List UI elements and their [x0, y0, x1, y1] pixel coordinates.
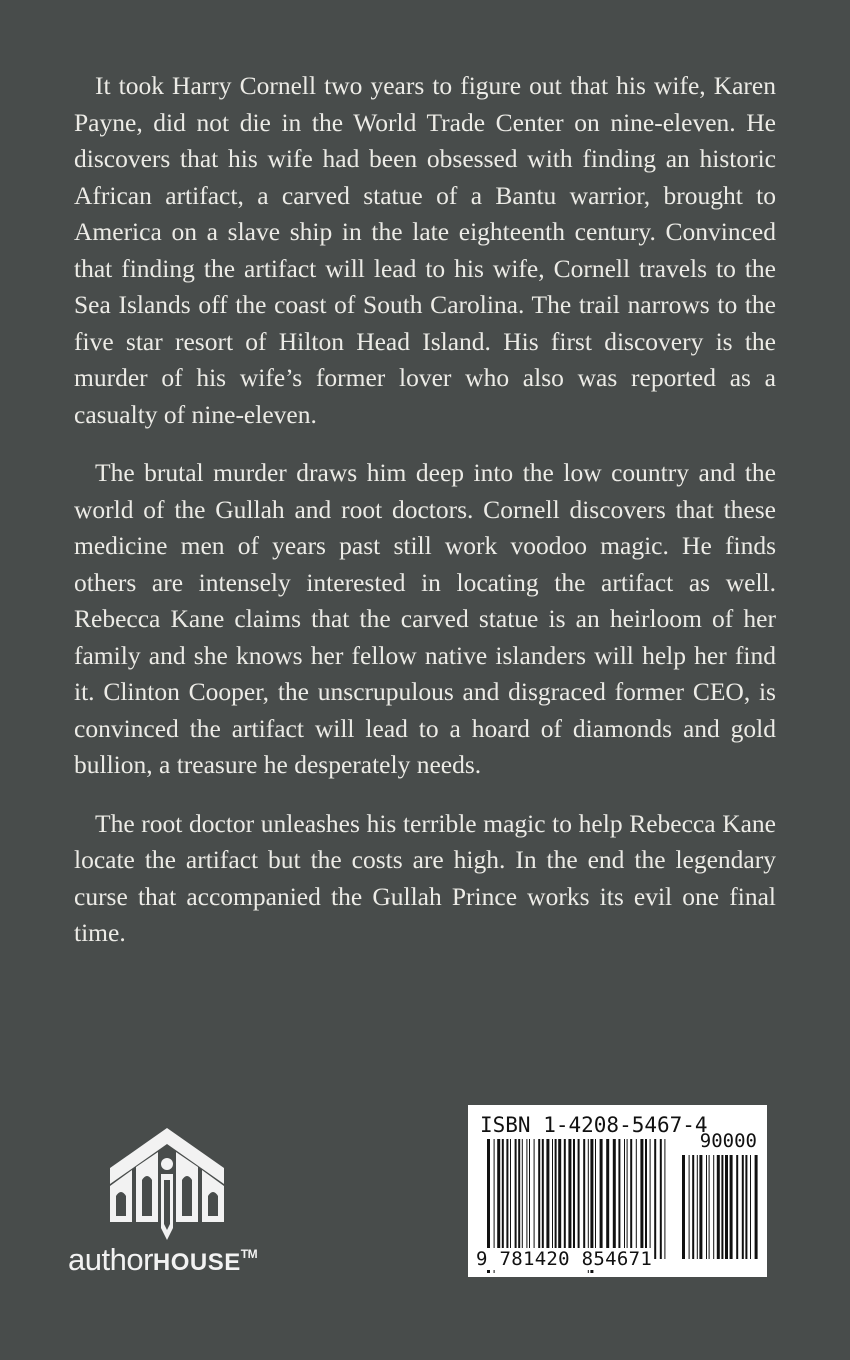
barcode-bar — [725, 1155, 728, 1259]
isbn-barcode — [468, 1105, 767, 1277]
barcode-bar — [627, 1139, 628, 1259]
barcode-bar — [697, 1155, 698, 1259]
barcode-bar — [645, 1139, 647, 1259]
publisher-logo — [68, 1124, 298, 1277]
barcode-bar — [706, 1155, 707, 1259]
barcode-bar — [650, 1139, 651, 1259]
barcode-bar — [699, 1155, 702, 1259]
barcode-bar — [640, 1139, 643, 1259]
ean-number: 9 781420 854671 — [476, 1248, 653, 1270]
barcode-bar — [692, 1155, 694, 1259]
barcode-bar — [595, 1139, 596, 1259]
barcode-bar — [713, 1155, 714, 1259]
description-paragraph-1: It took Harry Cornell two years to figure out that his wife, Karen Payne, did not die in the World Trade Center on nine-eleven. He discovers that his wife had been obsessed with finding an historic African artifact, a carved statue of a Bantu warrior, brought to America on a slave ship in the late eighteenth century. Convinced that finding the artifact will lead to his wife, Cornell travels to the Sea Islands off the coast of South Carolina. The trail narrows to the five star resort of Hilton Head Island. His first discovery is the murder of his wife’s former lover who also was reported as a casualty of nine-eleven. — [74, 71, 776, 429]
barcode-bar — [534, 1139, 535, 1259]
authorhouse-logo-icon — [106, 1124, 228, 1244]
barcode-bar — [742, 1155, 744, 1259]
barcode-bar — [660, 1139, 662, 1259]
barcode-bar — [510, 1139, 511, 1259]
barcode-bar — [515, 1139, 517, 1259]
publisher-name-part2: HOUSE — [152, 1249, 241, 1276]
trademark-symbol: TM — [240, 1247, 258, 1261]
barcode-bar — [682, 1155, 685, 1259]
book-description — [74, 68, 776, 974]
barcode-bar — [709, 1155, 710, 1259]
barcode-bar — [578, 1139, 580, 1259]
barcode-bar — [583, 1139, 585, 1259]
barcode-bar — [736, 1155, 738, 1259]
barcode-bar — [506, 1139, 508, 1259]
barcode-bar — [518, 1139, 520, 1259]
barcode-bar — [497, 1139, 500, 1259]
barcode-bar — [546, 1139, 549, 1259]
barcode-bar — [526, 1139, 527, 1259]
barcode-bar — [600, 1139, 603, 1259]
barcode-bar — [613, 1139, 616, 1259]
barcode-bar — [552, 1139, 553, 1259]
barcode-bar — [654, 1139, 656, 1259]
barcode-bar — [529, 1139, 530, 1259]
barcode-bar — [624, 1139, 625, 1259]
description-paragraph-3: The root doctor unleashes his terrible magic to help Rebecca Kane locate the artifact but the costs are high. In the end the legendary curse that accompanied the Gullah Prince works its evil one final time. — [74, 808, 776, 947]
barcode-bar — [750, 1155, 751, 1259]
barcode-bar — [630, 1139, 632, 1259]
barcode-bar — [755, 1155, 758, 1259]
description-paragraph-2: The brutal murder draws him deep into the low country and the world of the Gullah and root doctors. Cornell discovers that these medicine men of years past still work voodoo magic. He finds others are intensely interested in locating the artifact as well. Rebecca Kane claims that the carved statue is an heirloom of her family and she knows her fellow native islanders will help her find it. Clinton Cooper, the unscrupulous and disgraced former CEO, is convinced the artifact will lead to a hoard of diamonds and gold bullion, a treasure he desperately needs. — [74, 458, 776, 779]
barcode-addon-bars — [682, 1155, 758, 1273]
publisher-name-part1: author — [68, 1242, 153, 1277]
barcode-bar — [730, 1155, 733, 1259]
barcode-bar — [721, 1155, 723, 1259]
barcode-bar — [555, 1139, 557, 1259]
barcode-bar — [717, 1155, 720, 1259]
barcode-bar — [568, 1139, 571, 1259]
barcode-bar — [542, 1139, 544, 1259]
barcode-bar — [502, 1139, 504, 1259]
barcode-bar — [538, 1139, 540, 1259]
barcode-bar — [522, 1139, 523, 1259]
barcode-bar — [606, 1139, 609, 1259]
barcode-bar — [689, 1155, 690, 1259]
barcode-bar — [618, 1139, 620, 1259]
barcode-bar — [636, 1139, 637, 1259]
price-code: 90000 — [699, 1130, 757, 1152]
barcode-bar — [558, 1139, 561, 1259]
isbn-label: ISBN 1-4208-5467-4 — [480, 1113, 708, 1137]
barcode-bar — [573, 1139, 575, 1259]
barcode-bar — [745, 1155, 747, 1259]
publisher-wordmark — [68, 1236, 257, 1281]
barcode-bar — [664, 1139, 665, 1259]
barcode-bar — [564, 1139, 566, 1259]
